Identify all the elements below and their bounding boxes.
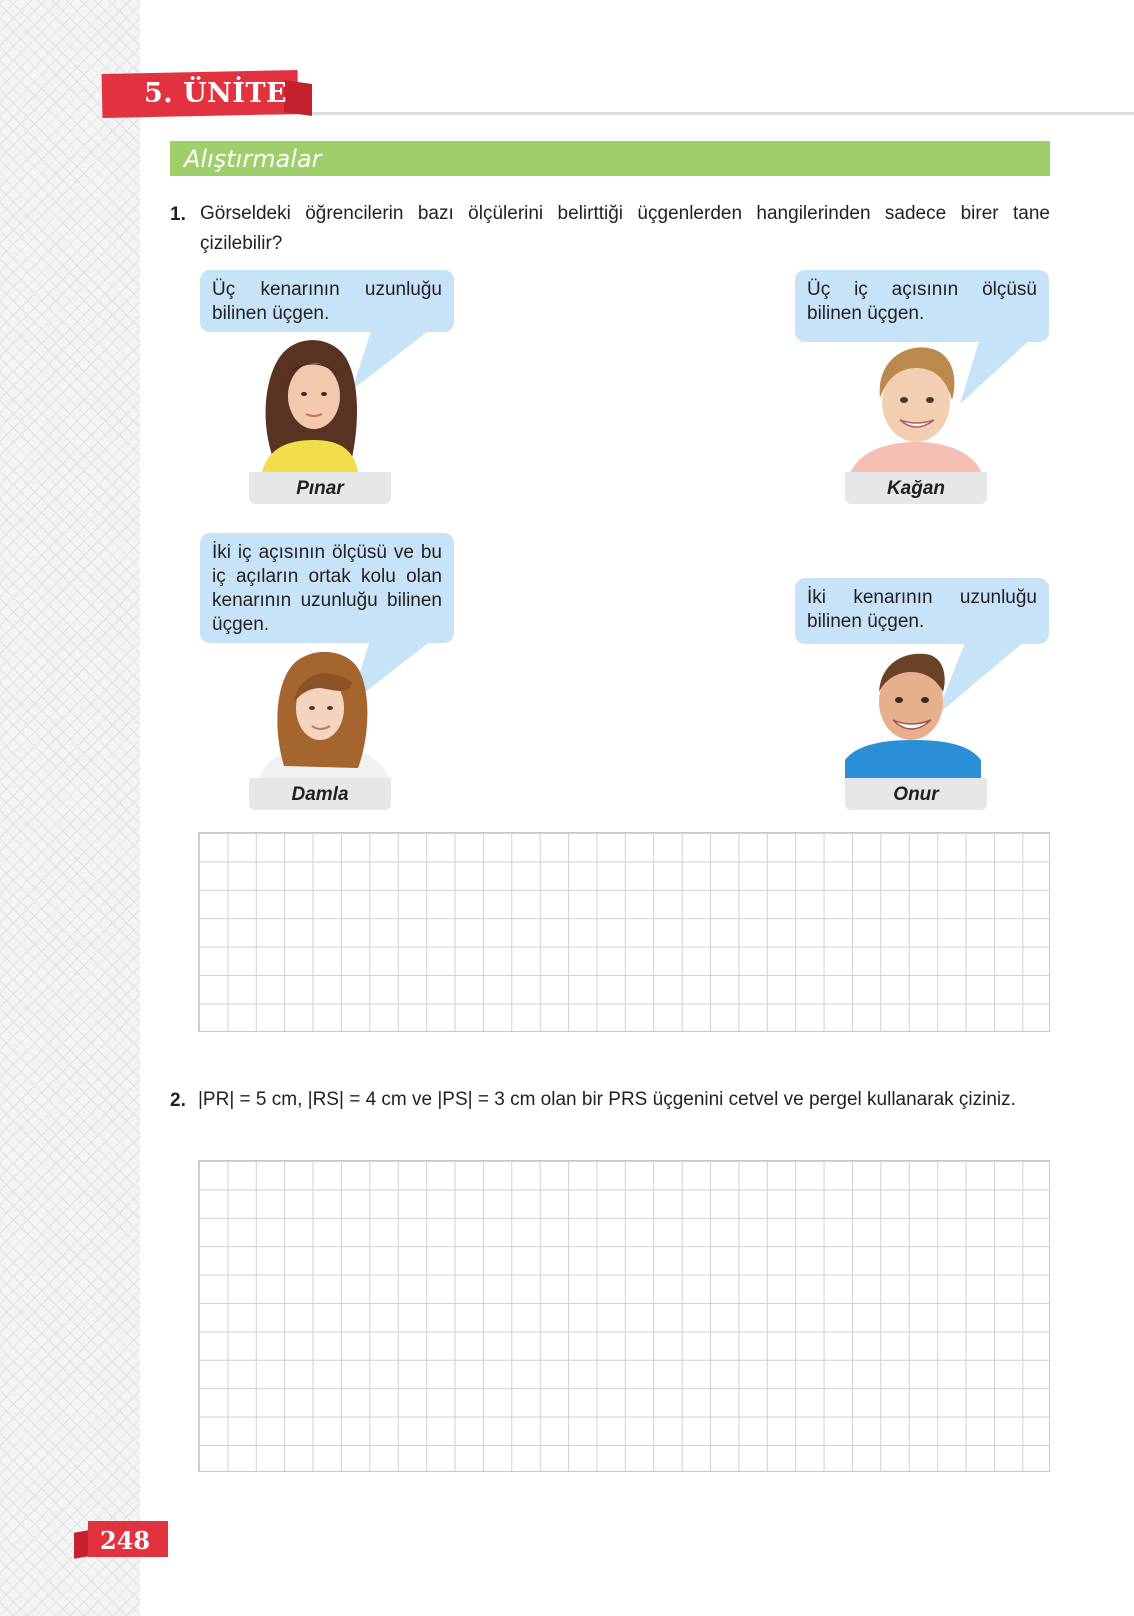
section-bar [170,141,1050,176]
nameplate-kagan: Kağan [845,472,987,504]
speech-bubble-onur: İki kenarının uzunluğu bilinen üçgen. [795,578,1049,644]
student-photo-pinar [254,336,364,472]
answer-grid-2 [198,1160,1050,1472]
bubble-tail [352,328,434,392]
student-photo-damla [254,646,394,778]
nameplate-damla: Damla [249,778,391,810]
student-photo-kagan [846,340,986,474]
speech-bubble-pinar: Üç kenarının uzunluğu bilinen üçgen. [200,270,454,332]
speech-bubble-kagan: Üç iç açısının ölçüsü bilinen üçgen. [795,270,1049,342]
question-1-text: Görseldeki öğrencilerin bazı ölçülerini belirttiği üçgenlerden hangilerinden sadece birer tane çizilebilir? [200,203,1050,254]
question-2-text: |PR| = 5 cm, |RS| = 4 cm ve |PS| = 3 cm olan bir PRS üçgenini cetvel ve pergel kullanarak çiziniz. [198,1089,1016,1110]
student-photo-onur [845,648,981,778]
unit-tab [102,68,312,118]
nameplate-pinar: Pınar [249,472,391,504]
side-pattern [0,0,140,1616]
page-number: 248 [100,1526,151,1555]
question-1-number: 1. [170,204,186,225]
section-title: Alıştırmalar [184,145,322,173]
speech-bubble-damla: İki iç açısının ölçüsü ve bu iç açıların ortak kolu olan kenarının uzunluğu bilinen üçgen. [200,533,454,643]
nameplate-onur: Onur [845,778,987,810]
unit-title: 5. ÜNİTE [144,78,288,109]
page-number-tab [74,1521,170,1559]
answer-grid-1 [198,832,1050,1032]
question-2-number: 2. [170,1090,186,1111]
header-rule [270,112,1134,115]
